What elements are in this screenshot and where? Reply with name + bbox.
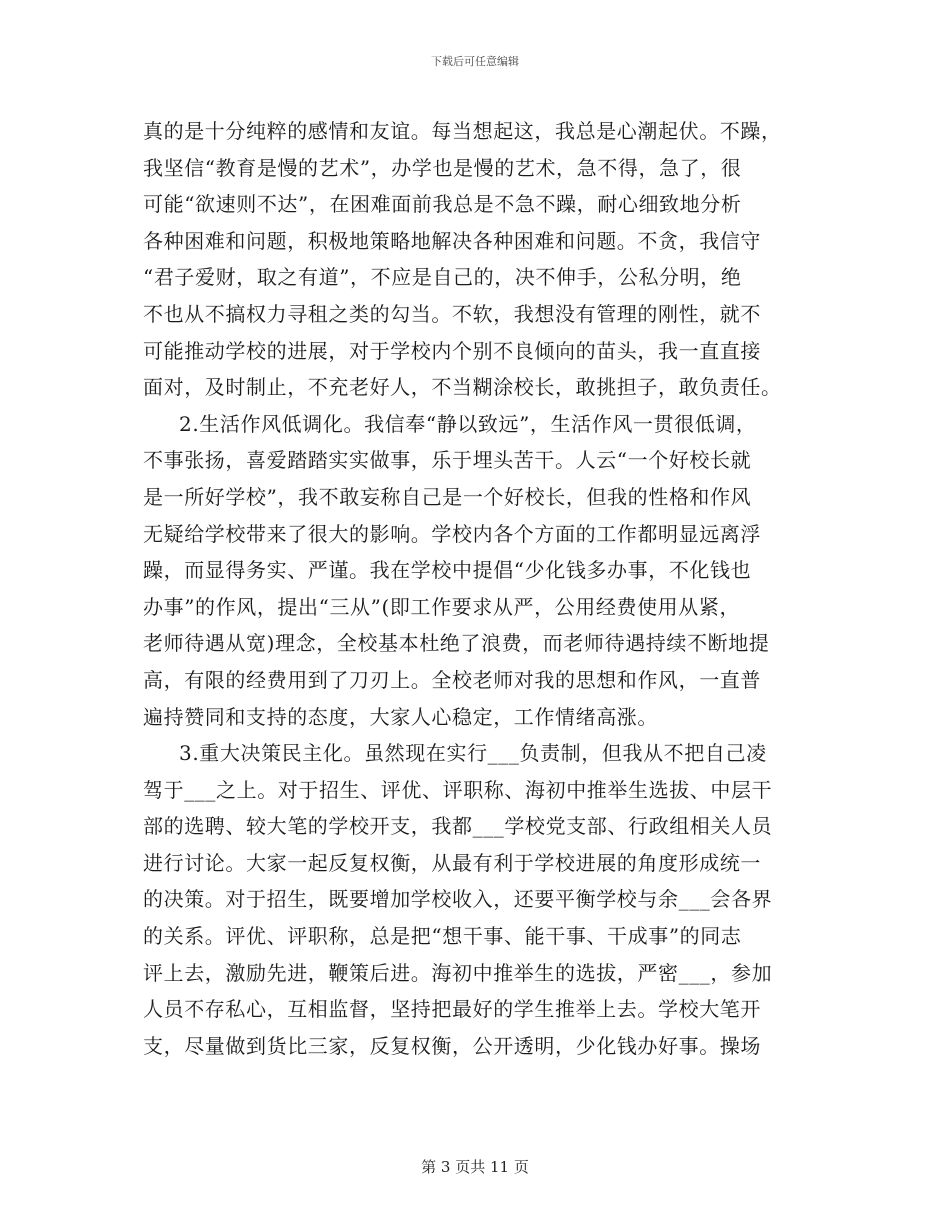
page-header: 下载后可任意编辑 (431, 55, 519, 68)
text-line: 遍持赞同和支持的态度，大家人心稳定，工作情绪高涨。 (143, 704, 658, 729)
text-line: 不也从不搞权力寻租之类的勾当。不软，我想没有管理的刚性，就不 (143, 301, 761, 326)
text-line: 我坚信“教育是慢的艺术”，办学也是慢的艺术，急不得，急了，很 (143, 155, 742, 180)
text-line: 不事张扬，喜爱踏踏实实做事，乐于埋头苦干。人云“一个好校长就 (143, 448, 752, 473)
text-line: 可能“欲速则不达”，在困难面前我总是不急不躁，耐心细致地分析 (143, 192, 742, 217)
text-line: 部的选聘、较大笔的学校开支，我都___学校党支部、行政组相关人员 (143, 814, 773, 839)
text-line: 真的是十分纯粹的感情和友谊。每当想起这，我总是心潮起伏。不躁， (143, 119, 782, 143)
text-line: 的决策。对于招生，既要增加学校收入，还要平衡学校与余___会各界 (143, 887, 773, 912)
document-body (143, 113, 813, 1064)
text-line: 人员不存私心，互相监督，坚持把最好的学生推举上去。学校大笔开 (143, 997, 761, 1022)
text-line: 的关系。评优、评职称，总是把“想干事、能干事、干成事”的同志 (143, 924, 742, 949)
page-number-footer: 第 3 页共 11 页 (421, 1158, 529, 1176)
text-line: 躁，而显得务实、严谨。我在学校中提倡“少化钱多办事，不化钱也 (143, 558, 752, 583)
text-line: 是一所好学校”，我不敢妄称自己是一个好校长，但我的性格和作风 (143, 484, 752, 509)
text-line: 老师待遇从宽)理念，全校基本杜绝了浪费，而老师待遇持续不断地提 (143, 631, 770, 656)
text-line: 评上去，激励先进，鞭策后进。海初中推举生的选拔，严密___，参加 (143, 960, 773, 985)
text-line: 各种困难和问题，积极地策略地解决各种困难和问题。不贪，我信守 (143, 228, 761, 253)
paragraph-start-line: 2.生活作风低调化。我信奉“静以致远”，生活作风一贯很低调， (179, 411, 757, 436)
text-line: 面对，及时制止，不充老好人，不当糊涂校长，敢挑担子，敢负责任。 (143, 375, 782, 400)
text-line: 办事”的作风，提出“三从”(即工作要求从严，公用经费使用从紧， (143, 594, 741, 619)
text-line: 无疑给学校带来了很大的影响。学校内各个方面的工作都明显远离浮 (143, 521, 761, 546)
text-line: “君子爱财，取之有道”，不应是自己的，决不伸手，公私分明，绝 (143, 265, 742, 290)
paragraph-start-line: 3.重大决策民主化。虽然现在实行___负责制，但我从不把自己凌 (179, 741, 767, 766)
text-line: 高，有限的经费用到了刀刃上。全校老师对我的思想和作风，一直普 (143, 667, 761, 692)
text-line: 驾于___之上。对于招生、评优、评职称、海初中推举生选拔、中层干 (143, 777, 773, 802)
text-line: 进行讨论。大家一起反复权衡，从最有利于学校进展的角度形成统一 (143, 850, 761, 875)
text-line: 可能推动学校的进展，对于学校内个别不良倾向的苗头，我一直直接 (143, 338, 761, 363)
text-line: 支，尽量做到货比三家，反复权衡，公开透明，少化钱办好事。操场 (143, 1033, 761, 1058)
